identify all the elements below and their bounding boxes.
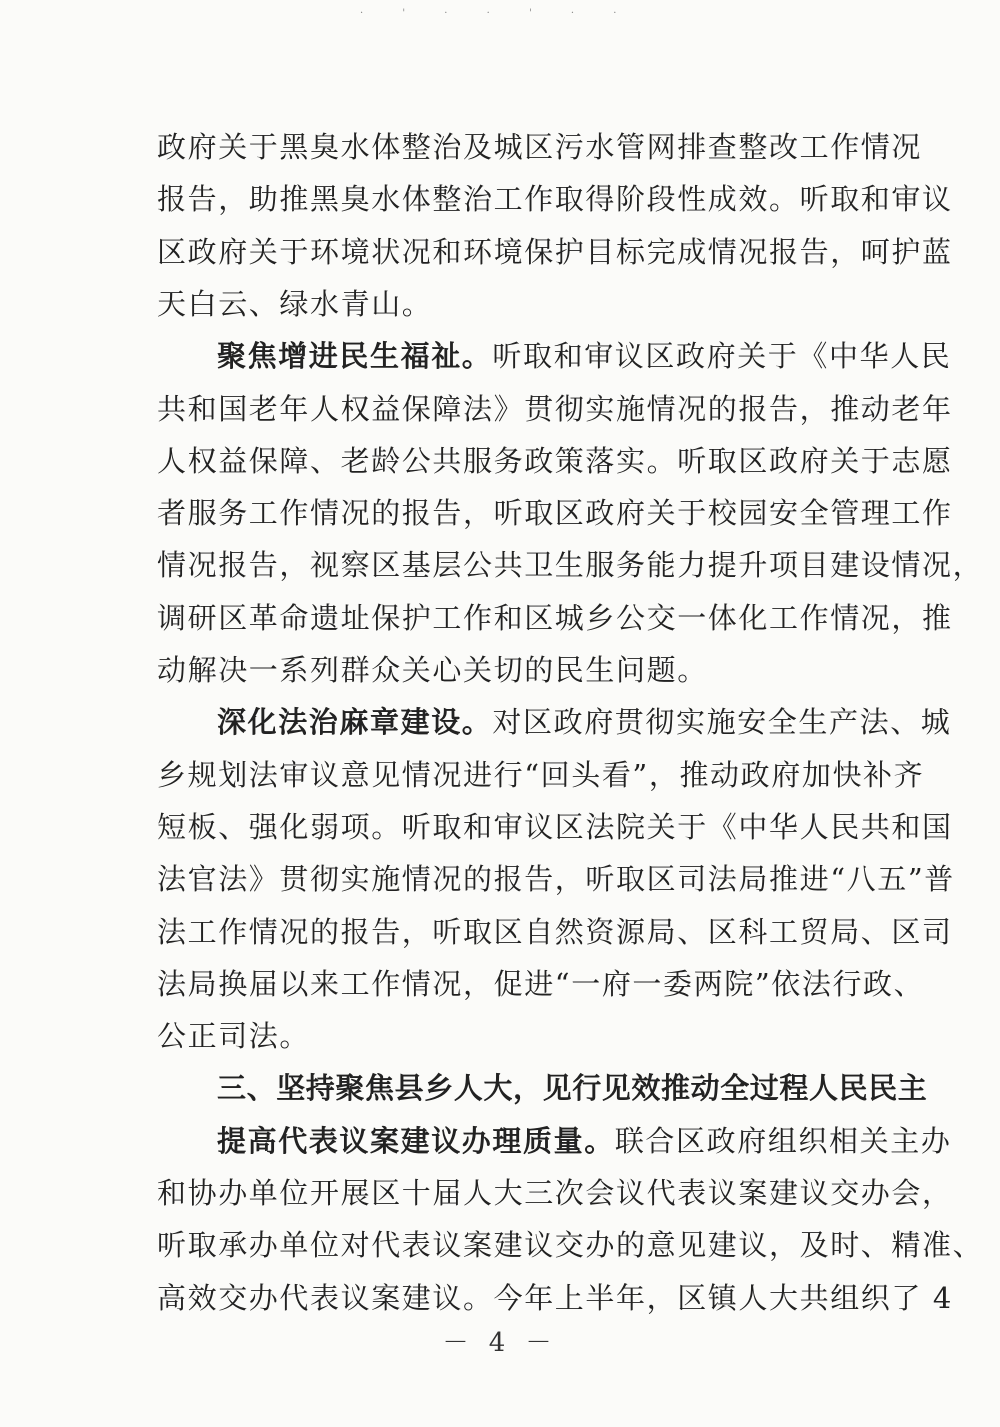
text-line: 区政府关于环境状况和环境保护目标完成情况报告，呵护蓝 [157, 235, 953, 269]
paragraph-text: 对区政府贯彻实施安全生产法、城 [492, 705, 952, 739]
text-line: 调研区革命遗址保护工作和区城乡公交一体化工作情况，推 [157, 601, 953, 635]
paragraph-start-line [217, 702, 952, 742]
text-line: 短板、强化弱项。听取和审议区法院关于《中华人民共和国 [157, 810, 953, 844]
text-line: 听取承办单位对代表议案建议交办的意见建议，及时、精准、 [157, 1228, 984, 1262]
text-line: 法局换届以来工作情况，促进“一府一委两院”依法行政、 [157, 967, 925, 1001]
text-line: 高效交办代表议案建议。今年上半年，区镇人大共组织了 4 [157, 1281, 953, 1315]
text-line: 动解决一系列群众关心关切的民生问题。 [157, 653, 708, 687]
page-number: － 4 － [442, 1328, 558, 1358]
paragraph-lead-phrase: 深化法治麻章建设。 [217, 705, 493, 739]
paragraph-text: 听取和审议区政府关于《中华人民 [492, 339, 952, 373]
text-line: 者服务工作情况的报告，听取区政府关于校园安全管理工作 [157, 496, 953, 530]
text-line: 法工作情况的报告，听取区自然资源局、区科工贸局、区司 [157, 915, 953, 949]
section-heading: 三、坚持聚焦县乡人大，见行见效推动全过程人民民主 [217, 1071, 928, 1105]
text-line: 情况报告，视察区基层公共卫生服务能力提升项目建设情况， [157, 548, 984, 582]
text-line: 公正司法。 [157, 1019, 311, 1053]
text-line: 报告，助推黑臭水体整治工作取得阶段性成效。听取和审议 [157, 182, 953, 216]
text-line: 乡规划法审议意见情况进行“回头看”，推动政府加快补齐 [157, 758, 925, 792]
text-line: 天白云、绿水青山。 [157, 287, 433, 321]
text-line: 和协办单位开展区十届人大三次会议代表议案建议交办会， [157, 1176, 953, 1210]
text-line: 法官法》贯彻实施情况的报告，听取区司法局推进“八五”普 [157, 862, 955, 896]
text-line: 共和国老年人权益保障法》贯彻实施情况的报告，推动老年 [157, 392, 953, 426]
text-line: 人权益保障、老龄公共服务政策落实。听取区政府关于志愿 [157, 444, 953, 478]
paragraph-lead-phrase: 聚焦增进民生福祉。 [217, 339, 493, 373]
paragraph-lead-phrase: 提高代表议案建议办理质量。 [217, 1124, 615, 1158]
paragraph-start-line [217, 1121, 952, 1161]
paragraph-text: 联合区政府组织相关主办 [614, 1124, 952, 1158]
text-line: 政府关于黑臭水体整治及城区污水管网排查整改工作情况 [157, 130, 923, 164]
scan-artifacts: · ' · · ' · · [360, 8, 635, 19]
paragraph-start-line [217, 336, 952, 376]
